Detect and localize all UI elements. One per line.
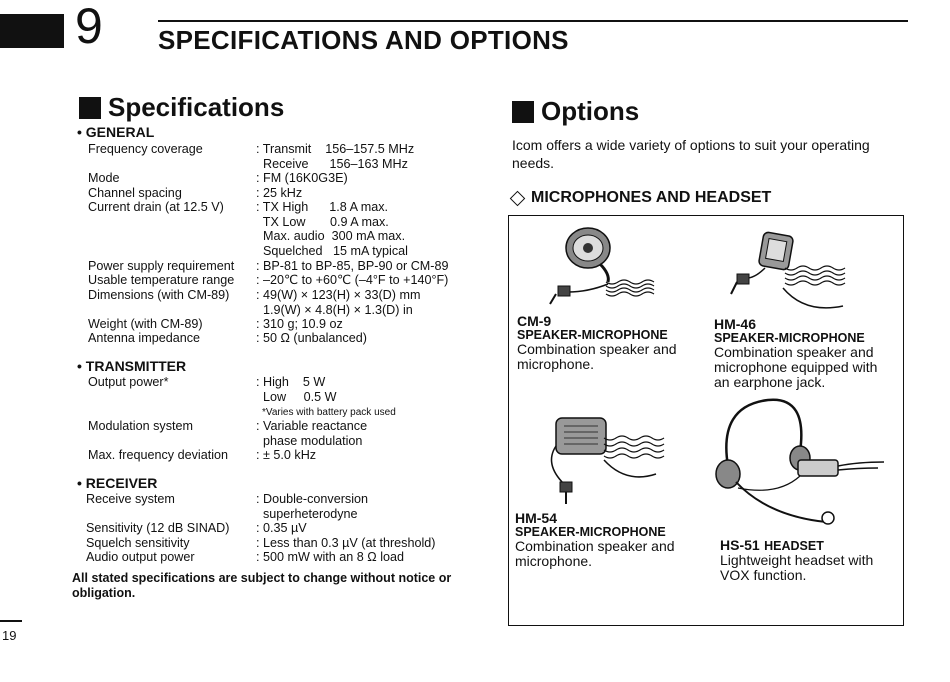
hm-46-illustration [725, 228, 865, 318]
microphones-subheading [512, 189, 771, 207]
spec-label: Output power* [88, 375, 169, 389]
option-model-hs-51: HS-51 [720, 537, 760, 553]
microphones-subheading-text: MICROPHONES AND HEADSET [531, 189, 772, 206]
spec-label: Receive system [86, 492, 175, 506]
page-number-rule [0, 620, 22, 622]
chapter-number: 9 [75, 0, 103, 54]
receiver-subheading: • RECEIVER [77, 475, 158, 491]
option-model-hm-46: HM-46 [714, 316, 757, 332]
spec-label: Antenna impedance [88, 331, 201, 345]
spec-value: : 50 Ω (unbalanced) [256, 331, 367, 345]
hs-51-illustration [708, 396, 888, 530]
spec-label: Weight (with CM-89) [88, 317, 203, 331]
spec-label: Current drain (at 12.5 V) [88, 200, 224, 214]
options-intro: Icom offers a wide variety of options to suit your operating needs. [512, 137, 870, 171]
diamond-icon [510, 190, 526, 206]
spec-label: Dimensions (with CM-89) [88, 288, 230, 302]
output-power-footnote: *Varies with battery pack used [262, 407, 396, 418]
spec-label: Power supply requirement [88, 259, 235, 273]
spec-value: : 310 g; 10.9 oz [256, 317, 343, 331]
option-desc-cm-9: Combination speaker and microphone. [517, 341, 677, 372]
spec-value: : Variable reactance phase modulation [256, 419, 368, 448]
spec-value: : Double-conversion superheterodyne [256, 492, 369, 521]
spec-value: : Less than 0.3 µV (at threshold) [256, 536, 436, 550]
options-heading-text: Options [541, 96, 640, 126]
spec-label: Sensitivity (12 dB SINAD) [86, 521, 230, 535]
chapter-tab-block [0, 14, 64, 48]
spec-label: Squelch sensitivity [86, 536, 190, 550]
option-type-hs-51: HEADSET [764, 539, 824, 553]
spec-value: : FM (16K0G3E) [256, 171, 348, 185]
spec-value: : 49(W) × 123(H) × 33(D) mm 1.9(W) × 4.8(H) × 1.3(D) in [256, 288, 421, 317]
spec-value: : TX High 1.8 A max. TX Low 0.9 A max. Max. audio 300 mA max. Squelched 15 mA typical [256, 200, 408, 258]
spec-label: Mode [88, 171, 120, 185]
general-subheading: • GENERAL [77, 124, 155, 140]
page-number: 19 [2, 628, 17, 643]
spec-value: : 500 mW with an 8 Ω load [256, 550, 405, 564]
option-type-cm-9: SPEAKER-MICROPHONE [517, 328, 668, 342]
chapter-title: SPECIFICATIONS AND OPTIONS [158, 25, 569, 55]
hm-54-illustration [536, 404, 696, 512]
spec-label: Audio output power [86, 550, 195, 564]
chapter-rule [158, 20, 908, 22]
option-model-cm-9: CM-9 [517, 313, 552, 329]
cm-9-illustration [548, 222, 678, 314]
option-desc-hm-54: Combination speaker and microphone. [515, 538, 675, 569]
heading-square-icon [79, 97, 101, 119]
spec-value: : –20℃ to +60℃ (–4°F to +140°F) [256, 273, 449, 287]
option-desc-hm-46: Combination speaker and microphone equipped with an earphone jack. [714, 344, 878, 390]
spec-label: Usable temperature range [88, 273, 235, 287]
specifications-heading-text: Specifications [108, 92, 285, 122]
spec-value: : 25 kHz [256, 186, 303, 200]
option-type-hm-54: SPEAKER-MICROPHONE [515, 525, 666, 539]
spec-label: Channel spacing [88, 186, 182, 200]
transmitter-subheading: • TRANSMITTER [77, 358, 187, 374]
spec-value: : High 5 W Low 0.5 W [256, 375, 337, 404]
spec-value: : Transmit 156–157.5 MHz Receive 156–163 MHz [256, 142, 415, 171]
heading-square-icon [512, 101, 534, 123]
spec-label: Max. frequency deviation [88, 448, 229, 462]
spec-value: : 0.35 µV [256, 521, 307, 535]
option-desc-hs-51: Lightweight headset with VOX function. [720, 552, 874, 583]
specifications-heading [79, 92, 284, 123]
spec-disclaimer-note: All stated specifications are subject to change without notice or obligation. [72, 571, 452, 600]
options-heading [512, 96, 639, 127]
spec-label: Frequency coverage [88, 142, 203, 156]
spec-label: Modulation system [88, 419, 193, 433]
option-model-hm-54: HM-54 [515, 510, 558, 526]
spec-value: : BP-81 to BP-85, BP-90 or CM-89 [256, 259, 449, 273]
option-type-hm-46: SPEAKER-MICROPHONE [714, 331, 865, 345]
spec-value: : ± 5.0 kHz [256, 448, 317, 462]
